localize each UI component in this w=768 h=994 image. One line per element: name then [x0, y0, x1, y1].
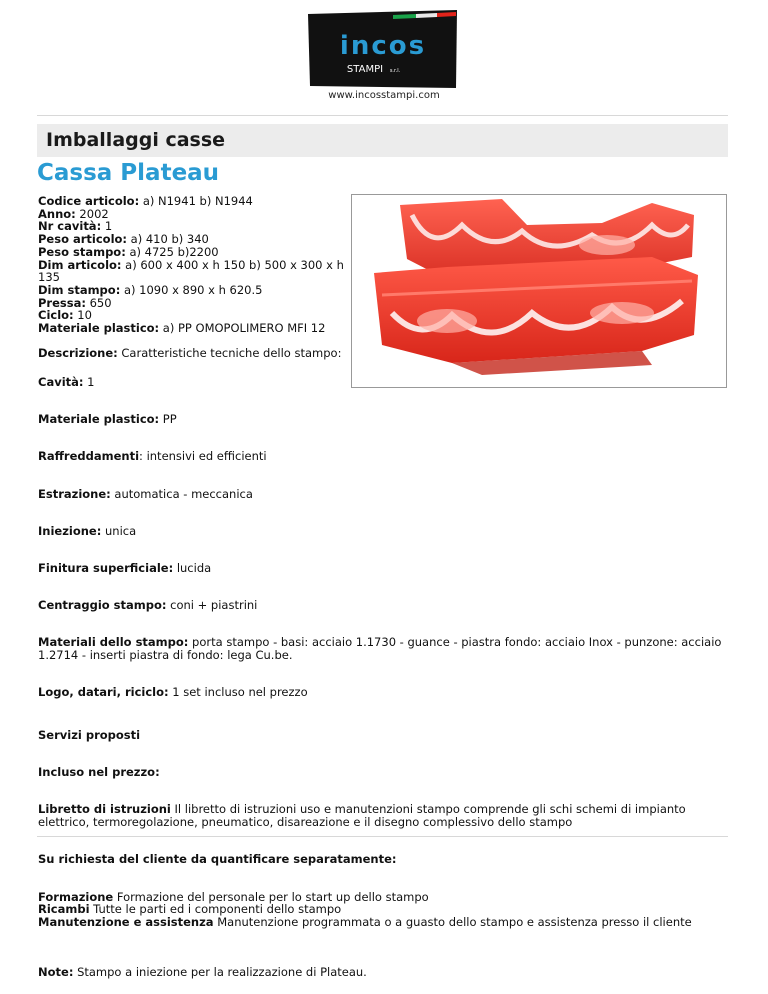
details-section	[38, 344, 728, 978]
spec-value: a) 410 b) 340	[127, 232, 209, 247]
detail-label: Raffreddamenti	[38, 449, 140, 464]
description-label: Descrizione:	[38, 346, 118, 361]
detail-value: 1	[83, 375, 95, 389]
spec-value: a) 1090 x 890 x h 620.5	[120, 282, 263, 297]
detail-label: Centraggio stampo:	[38, 598, 167, 613]
svg-text:s.r.l.: s.r.l.	[389, 68, 401, 74]
detail-value: coni + piastrini	[166, 598, 258, 613]
divider	[37, 836, 728, 837]
detail-label: Logo, datari, riciclo:	[38, 685, 169, 700]
detail-value: unica	[101, 523, 137, 538]
spec-value: 10	[73, 308, 92, 323]
spec-value: a) PP OMOPOLIMERO MFI 12	[159, 321, 326, 336]
spec-item	[38, 259, 348, 284]
detail-label: Materiali dello stampo:	[38, 635, 189, 650]
on-request-heading-text: Su richiesta del cliente da quantificare separatamente:	[38, 852, 397, 867]
spec-list	[38, 195, 348, 360]
divider	[37, 115, 728, 116]
spec-label: Pressa:	[38, 295, 86, 310]
extra-label: Ricambi	[38, 902, 90, 917]
included-heading-text: Incluso nel prezzo:	[38, 765, 160, 780]
detail-item	[38, 562, 728, 575]
spec-label: Dim stampo:	[38, 282, 121, 297]
services-heading	[38, 729, 728, 742]
detail-item	[38, 636, 728, 661]
manual-value: Il libretto di istruzioni uso e manutenzioni stampo comprende gli schi schemi di impianto elettrico, termoregolazione, pneumatico, disareazione e il disegno complessivo dello stampo	[38, 802, 686, 830]
on-request-heading	[38, 853, 728, 866]
detail-value: PP	[159, 412, 177, 427]
spec-value: a) N1941 b) N1944	[139, 194, 253, 208]
company-logo	[305, 10, 460, 92]
detail-label: Iniezione:	[38, 523, 102, 538]
detail-item	[38, 413, 728, 426]
extra-label: Formazione	[38, 889, 114, 904]
detail-value: lucida	[173, 561, 212, 576]
spec-label: Peso articolo:	[38, 232, 128, 247]
spec-label: Nr cavità:	[38, 219, 102, 234]
manual-item	[38, 803, 728, 828]
spec-value: 2002	[75, 206, 109, 221]
detail-item	[38, 686, 728, 699]
detail-label: Cavità:	[38, 375, 84, 389]
spec-value: a) 600 x 400 x h 150 b) 500 x 300 x h 135	[38, 257, 344, 285]
note-value: Stampo a iniezione per la realizzazione di Plateau.	[73, 964, 367, 979]
spec-label: Dim articolo:	[38, 257, 122, 272]
detail-value: automatica - meccanica	[110, 486, 253, 501]
spec-value: a) 4725 b)2200	[125, 244, 219, 259]
note-label: Note:	[38, 964, 74, 979]
detail-value: porta stampo - basi: acciaio 1.1730 - guance - piastra fondo: acciaio Inox - punzone: acciaio 1.2714 - inserti piastra di fondo: lega Cu.be.	[38, 635, 722, 663]
spec-item	[38, 322, 348, 335]
detail-label: Estrazione:	[38, 486, 111, 501]
detail-item	[38, 525, 728, 538]
spec-label: Codice articolo:	[38, 194, 140, 208]
spec-label: Peso stampo:	[38, 244, 126, 259]
spec-value: 650	[85, 295, 112, 310]
detail-item	[38, 450, 728, 463]
svg-text:incos: incos	[339, 31, 427, 61]
section-title: Imballaggi casse	[37, 124, 728, 157]
extra-item	[38, 916, 728, 929]
website-url: www.incosstampi.com	[328, 90, 440, 101]
spec-value: 1	[101, 219, 113, 234]
detail-label: Materiale plastico:	[38, 412, 160, 427]
detail-label: Finitura superficiale:	[38, 561, 174, 576]
svg-text:STAMPI: STAMPI	[346, 64, 384, 75]
detail-value: 1 set incluso nel prezzo	[168, 685, 308, 700]
extra-label: Manutenzione e assistenza	[38, 914, 214, 929]
detail-item	[38, 376, 728, 389]
spec-label: Materiale plastico:	[38, 321, 160, 336]
product-title: Cassa Plateau	[37, 160, 220, 186]
detail-value: : intensivi ed efficienti	[139, 449, 267, 464]
spec-label: Ciclo:	[38, 308, 74, 323]
description-value: Caratteristiche tecniche dello stampo:	[117, 346, 342, 361]
note	[38, 966, 728, 979]
manual-label: Libretto di istruzioni	[38, 802, 171, 817]
services-heading-text: Servizi proposti	[38, 728, 141, 743]
detail-item	[38, 488, 728, 501]
extra-value: Manutenzione programmata o a guasto dello stampo e assistenza presso il cliente	[213, 914, 692, 929]
extra-value: Formazione del personale per lo start up dello stampo	[113, 889, 429, 904]
extra-value: Tutte le parti ed i componenti dello stampo	[89, 902, 342, 917]
detail-item	[38, 599, 728, 612]
spec-label: Anno:	[38, 206, 76, 221]
included-heading	[38, 766, 728, 779]
